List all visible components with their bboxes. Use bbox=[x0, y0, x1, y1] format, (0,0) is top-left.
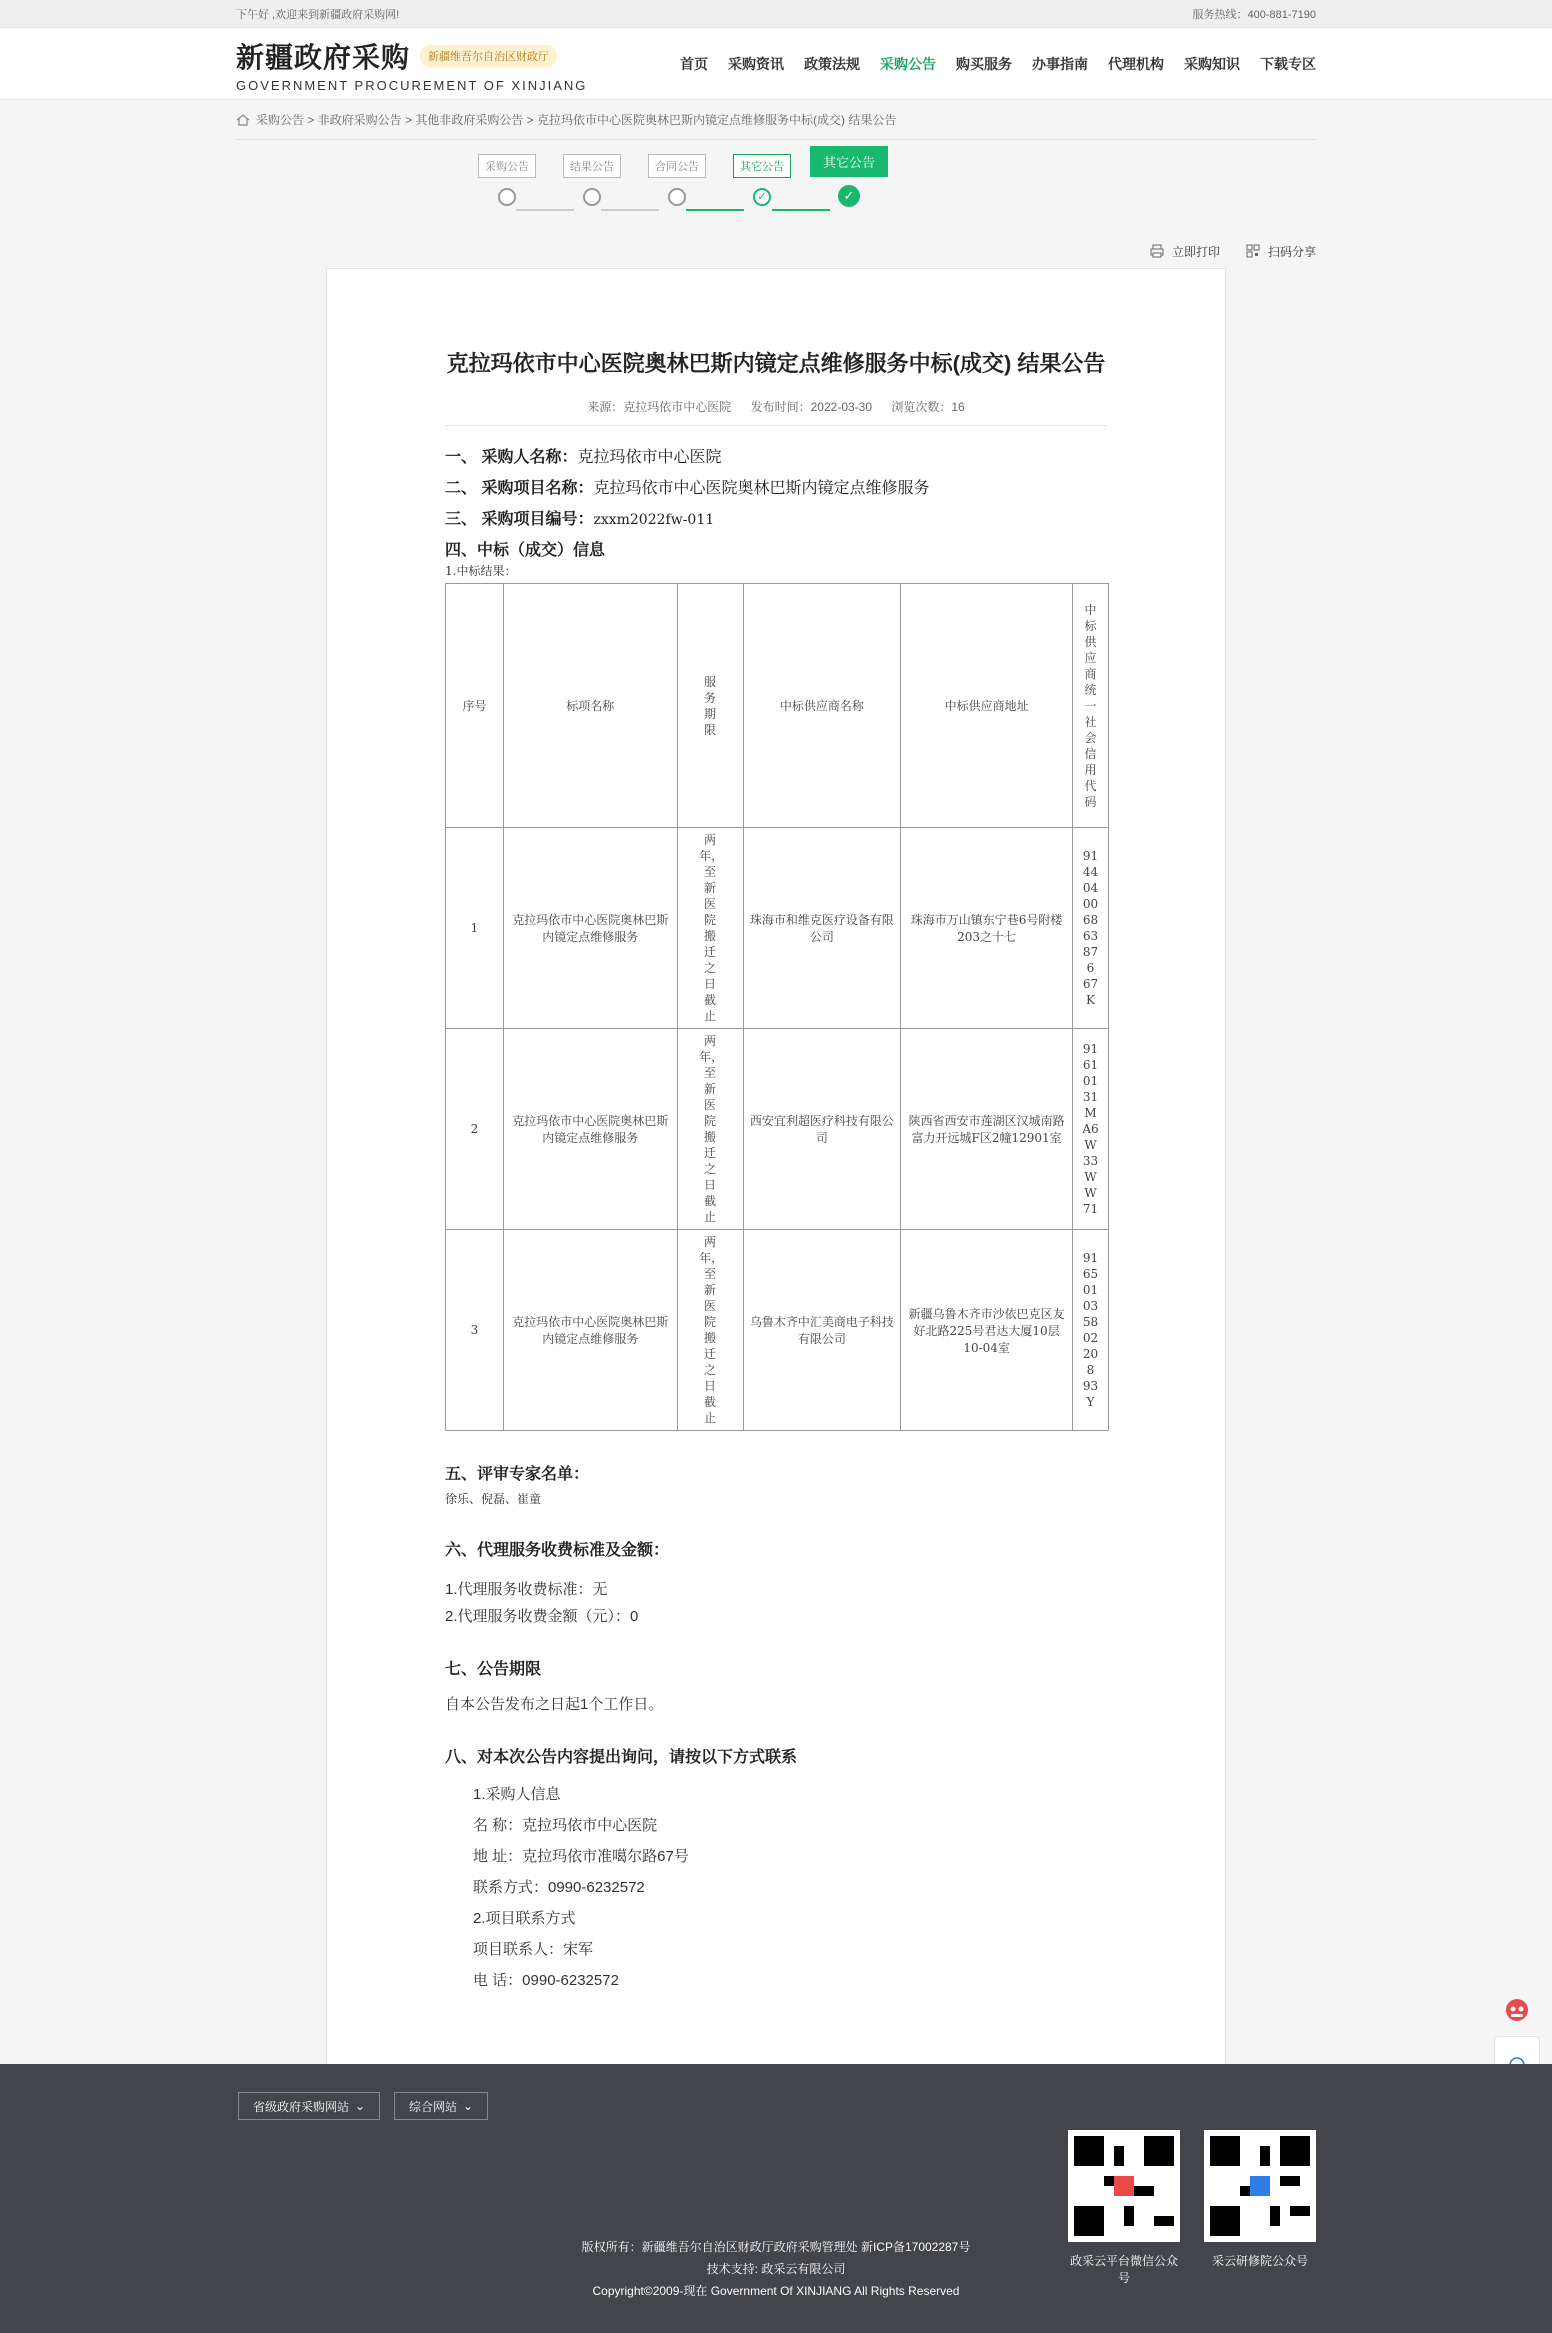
top-bar bbox=[0, 0, 1552, 28]
greeting-text: 下午好 ,欢迎来到新疆政府采购网! bbox=[236, 9, 400, 21]
robot-icon[interactable] bbox=[1494, 1986, 1540, 2030]
bid-result-table bbox=[445, 583, 1109, 1431]
share-button[interactable]: 扫码分享 bbox=[1246, 243, 1316, 260]
chevron-down-icon: ⌄ bbox=[355, 2099, 366, 2113]
breadcrumb bbox=[236, 100, 1316, 140]
step-dot bbox=[583, 188, 601, 206]
table-row: 1 克拉玛依市中心医院奥林巴斯内镜定点维修服务 两年，至新医院搬迁之日截止 珠海市和维克医疗设备有限公司 珠海市万山镇东宁巷6号附楼203之十七 914404006863876 67K bbox=[446, 828, 1109, 1029]
section-project-name: 二、 采购项目名称：克拉玛依市中心医院奥林巴斯内镜定点维修服务 bbox=[445, 480, 930, 497]
check-icon: ✓ bbox=[753, 188, 771, 206]
logo-title: 新疆政府采购 bbox=[236, 40, 411, 74]
header-supplier-name: 中标供应商名称 bbox=[743, 584, 901, 828]
logo-subtitle: GOVERNMENT PROCUREMENT OF XINJIANG bbox=[236, 77, 588, 93]
article-title: 克拉玛依市中心医院奥林巴斯内镜定点维修服务中标(成交) 结果公告 bbox=[446, 351, 1106, 376]
nav-news[interactable]: 采购资讯 bbox=[728, 56, 784, 72]
check-icon: ✓ bbox=[838, 185, 860, 207]
nav-home[interactable]: 首页 bbox=[680, 56, 708, 72]
fee-amount: 2.代理服务收费金额（元）：0 bbox=[445, 1608, 639, 1625]
fee-standard: 1.代理服务收费标准：无 bbox=[445, 1581, 608, 1598]
nav-policy[interactable]: 政策法规 bbox=[804, 56, 860, 72]
article-content bbox=[326, 268, 1226, 2111]
qrcode-image bbox=[1204, 2130, 1316, 2242]
step-dot bbox=[668, 188, 686, 206]
training-qr: 采云研修院公众号 bbox=[1204, 2130, 1316, 2269]
hotline-text: 服务热线：400-881-7190 bbox=[1192, 9, 1316, 21]
logo-badge: 新疆维吾尔自治区财政厅 bbox=[420, 45, 557, 67]
nav-downloads[interactable]: 下载专区 bbox=[1260, 56, 1316, 72]
wechat-qr: 政采云平台微信公众号 bbox=[1068, 2130, 1180, 2286]
contact-info: 1.采购人信息 名 称：克拉玛依市中心医院 地 址：克拉玛依市准噶尔路67号 联系方式：0990-6232572 2.项目联系方式 项目联系人：宋军 电 话：0990-6232572 bbox=[473, 1786, 689, 1989]
step-contract-notice[interactable]: 合同公告 bbox=[648, 154, 706, 206]
article-date: 发布时间：2022-03-30 bbox=[750, 400, 873, 414]
nav-guide[interactable]: 办事指南 bbox=[1032, 56, 1088, 72]
comprehensive-sites-select[interactable]: 综合网站 ⌄ bbox=[394, 2092, 488, 2120]
article-views: 浏览次数：16 bbox=[891, 400, 965, 414]
table-row: 2 克拉玛依市中心医院奥林巴斯内镜定点维修服务 两年，至新医院搬迁之日截止 西安宜利超医疗科技有限公司 陕西省西安市莲湖区汉城南路富力开远城F区2幢12901室 916101 31MA6W33WW71 bbox=[446, 1029, 1109, 1230]
article-meta bbox=[445, 398, 1107, 426]
chevron-down-icon: ⌄ bbox=[463, 2099, 474, 2113]
experts-list: 徐乐、倪磊、崔童 bbox=[445, 1492, 542, 1506]
site-logo[interactable] bbox=[236, 36, 587, 93]
site-footer bbox=[0, 2064, 1552, 2333]
header-credit-code: 中标供应商统一社会信用代码 bbox=[1084, 602, 1097, 809]
nav-purchase-services[interactable]: 购买服务 bbox=[956, 56, 1012, 72]
header-item-name: 标项名称 bbox=[503, 584, 677, 828]
header-supplier-address: 中标供应商地址 bbox=[901, 584, 1073, 828]
step-other-notice[interactable]: 其它公告 ✓ bbox=[733, 154, 791, 206]
nav-announcements[interactable]: 采购公告 bbox=[880, 56, 936, 72]
breadcrumb-path[interactable]: 采购公告 > 非政府采购公告 > 其他非政府采购公告 > 克拉玛依市中心医院奥林巴斯内镜定点维修服务中标(成交) 结果公告 bbox=[256, 113, 897, 127]
section-experts: 五、评审专家名单： bbox=[445, 1466, 590, 1483]
section-bid-info: 四、中标（成交）信息 bbox=[445, 542, 606, 559]
step-connector bbox=[601, 209, 659, 211]
step-result-notice[interactable]: 结果公告 bbox=[563, 154, 621, 206]
nav-knowledge[interactable]: 采购知识 bbox=[1184, 56, 1240, 72]
nav-agencies[interactable]: 代理机构 bbox=[1108, 56, 1164, 72]
article-source: 来源：克拉玛依市中心医院 bbox=[587, 400, 732, 414]
section-purchaser: 一、 采购人名称：克拉玛依市中心医院 bbox=[445, 449, 722, 466]
footer-copyright: 版权所有：新疆维吾尔自治区财政厅政府采购管理处 新ICP备17002287号 技术支持: 政采云有限公司 Copyright©2009-现在 Government Of XINJIANG All Rights Reserved bbox=[581, 2240, 971, 2298]
section-project-code: 三、 采购项目编号：zxxm2022fw-011 bbox=[445, 511, 715, 528]
bid-result-label: 1.中标结果： bbox=[445, 564, 517, 578]
step-other-notice-active[interactable]: 其它公告 ✓ bbox=[810, 146, 888, 207]
printer-icon bbox=[1150, 244, 1164, 258]
qrcode-icon bbox=[1246, 244, 1260, 258]
step-connector bbox=[686, 209, 744, 211]
table-row: 3 克拉玛依市中心医院奥林巴斯内镜定点维修服务 两年，至新医院搬迁之日截止 乌鲁木齐中汇美商电子科技有限公司 新疆乌鲁木齐市沙依巴克区友好北路225号君达大厦10层10-04室 916501035802208 93Y bbox=[446, 1230, 1109, 1431]
header-index: 序号 bbox=[446, 584, 504, 828]
main-nav bbox=[660, 54, 1316, 74]
print-button[interactable]: 立即打印 bbox=[1150, 243, 1220, 260]
table-header-row bbox=[446, 584, 1109, 828]
home-icon[interactable] bbox=[236, 114, 250, 126]
step-purchase-notice[interactable]: 采购公告 bbox=[478, 154, 536, 206]
provincial-sites-select[interactable]: 省级政府采购网站 ⌄ bbox=[238, 2092, 380, 2120]
article-tools bbox=[236, 234, 1316, 268]
site-header bbox=[0, 28, 1552, 100]
step-dot bbox=[498, 188, 516, 206]
header-service-period: 服务期限 bbox=[704, 674, 717, 737]
step-connector bbox=[772, 209, 830, 211]
section-contact: 八、对本次公告内容提出询问，请按以下方式联系 bbox=[445, 1749, 798, 1766]
section-notice-period: 七、公告期限 bbox=[445, 1661, 542, 1678]
step-connector bbox=[516, 209, 574, 211]
announcement-steps bbox=[476, 154, 1076, 234]
notice-period-text: 自本公告发布之日起1个工作日。 bbox=[445, 1696, 664, 1713]
qrcode-image bbox=[1068, 2130, 1180, 2242]
section-agency-fee: 六、代理服务收费标准及金额： bbox=[445, 1542, 670, 1559]
